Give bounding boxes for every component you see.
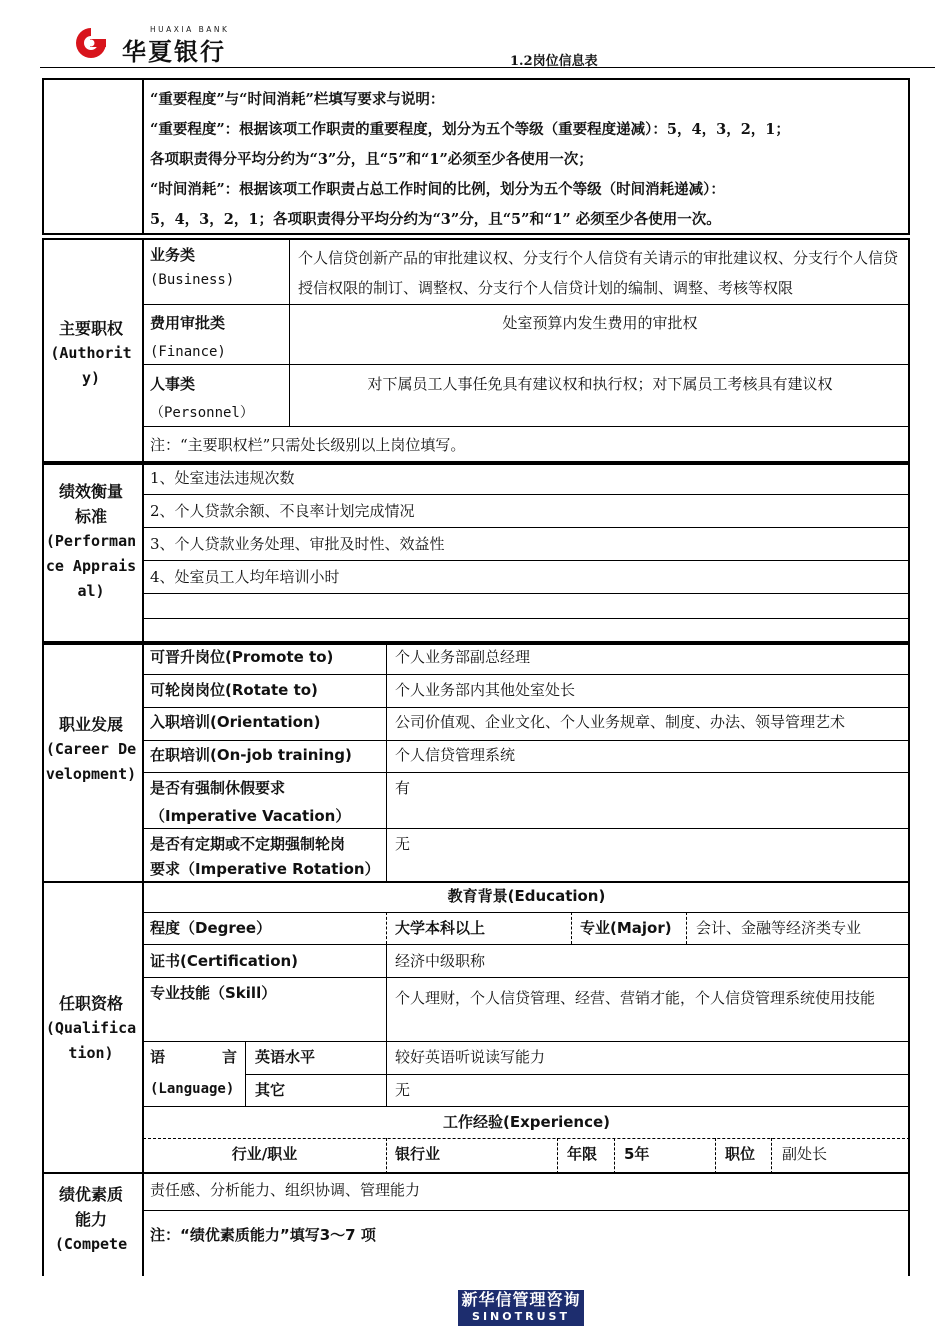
experience-col-dash <box>614 1138 615 1174</box>
career-row-line <box>143 772 910 773</box>
qualification-heading <box>44 991 138 1066</box>
authority-head-divider <box>142 238 144 463</box>
degree-value: 大学本科以上 <box>395 919 486 937</box>
qualification-row-line <box>143 944 910 945</box>
competency-heading-cn: 绩优素质能力 <box>58 1185 123 1229</box>
degree-col-dash <box>386 912 387 944</box>
language-label-b: 言 <box>222 1048 238 1066</box>
career-row-line <box>143 707 910 708</box>
authority-row-line <box>143 364 910 365</box>
position-value: 副处长 <box>782 1145 828 1163</box>
personnel-label-en: （Personnel） <box>150 405 254 421</box>
cert-value: 经济中级职称 <box>395 952 486 970</box>
document-title: 1.2岗位信息表 <box>510 54 598 69</box>
industry-label: 行业/职业 <box>231 1145 298 1163</box>
vacation-label-en: （Imperative Vacation） <box>150 807 351 825</box>
intro-line-2: “重要程度”：根据该项工作职责的重要程度，划分为五个等级（重要程度递减）：5，4，3，2，1； <box>150 121 790 138</box>
authority-heading-cn: 主要职权 <box>58 319 123 338</box>
rotation-label-cn: 是否有定期或不定期强制轮岗 <box>150 835 346 853</box>
competency-value: 责任感、分析能力、组织协调、管理能力 <box>150 1181 421 1199</box>
promote-label: 可晋升岗位(Promote to) <box>150 648 334 666</box>
language-col-divider <box>245 1041 246 1106</box>
language-label-en: (Language) <box>150 1081 235 1097</box>
language-label-a: 语 <box>150 1048 166 1066</box>
finance-value: 处室预算内发生费用的审批权 <box>502 314 698 332</box>
career-heading-en: (Career Development) <box>45 740 137 783</box>
performance-item: 1、处室违法违规次数 <box>150 469 295 487</box>
years-label: 年限 <box>567 1145 598 1163</box>
degree-col-dash <box>686 912 687 944</box>
rotation-label-en: 要求（Imperative Rotation） <box>150 860 380 878</box>
other-value: 无 <box>395 1081 411 1099</box>
competency-heading <box>44 1182 138 1257</box>
industry-value: 银行业 <box>395 1145 441 1163</box>
finance-label-en: (Finance) <box>150 344 226 360</box>
business-label-cn: 业务类 <box>150 246 196 264</box>
orientation-value: 公司价值观、企业文化、个人业务规章、制度、办法、领导管理艺术 <box>395 713 846 731</box>
performance-heading-cn: 绩效衡量标准 <box>58 482 123 526</box>
intro-divider <box>142 78 144 235</box>
degree-label: 程度（Degree） <box>150 919 272 937</box>
skill-label: 专业技能（Skill） <box>150 984 277 1002</box>
header-divider <box>40 67 935 68</box>
authority-heading-en: (Authority) <box>50 344 132 387</box>
orientation-label: 入职培训(Orientation) <box>150 713 321 731</box>
promote-value: 个人业务部副总经理 <box>395 648 531 666</box>
career-row-line <box>143 828 910 829</box>
education-title: 教育背景(Education) <box>447 887 606 905</box>
personnel-label-cn: 人事类 <box>150 375 196 393</box>
qualification-row-line <box>143 1041 910 1042</box>
skill-value: 个人理财，个人信贷管理、经营、营销才能，个人信贷管理系统使用技能 <box>395 989 876 1007</box>
intro-line-1: “重要程度”与“时间消耗”栏填写要求与说明： <box>150 91 445 108</box>
position-label: 职位 <box>725 1145 756 1163</box>
experience-title: 工作经验(Experience) <box>443 1113 610 1131</box>
business-label-en: (Business) <box>150 272 235 288</box>
career-heading-cn: 职业发展 <box>58 715 123 734</box>
rotate-label: 可轮岗岗位(Rotate to) <box>150 681 318 699</box>
rotate-value: 个人业务部内其他处室处长 <box>395 681 576 699</box>
experience-col-dash <box>386 1138 387 1174</box>
sinotrust-logo <box>458 1290 584 1326</box>
qualification-row-line <box>143 977 910 978</box>
cert-label: 证书(Certification) <box>150 952 299 970</box>
performance-item: 3、个人贷款业务处理、审批及时性、效益性 <box>150 535 445 553</box>
huaxia-logo-icon <box>70 24 112 62</box>
authority-row-line <box>143 304 910 305</box>
finance-label-cn: 费用审批类 <box>150 314 226 332</box>
career-row-line <box>143 740 910 741</box>
experience-col-dash <box>771 1138 772 1174</box>
english-value: 较好英语听说读写能力 <box>395 1048 546 1066</box>
authority-heading <box>44 316 138 391</box>
competency-note: 注：“绩优素质能力”填写3～7 项 <box>150 1226 376 1244</box>
intro-line-5: 5，4，3，2，1；各项职责得分平均分约为“3”分，且“5”和“1” 必须至少各使用一次。 <box>150 211 721 228</box>
performance-row-line <box>143 527 910 528</box>
personnel-value: 对下属员工人事任免具有建议权和执行权；对下属员工考核具有建议权 <box>367 375 833 393</box>
performance-item: 2、个人贷款余额、不良率计划完成情况 <box>150 502 415 520</box>
qualification-row-line <box>143 1106 910 1107</box>
intro-line-4: “时间消耗”：根据该项工作职责占总工作时间的比例，划分为五个等级（时间消耗递减）： <box>150 181 725 198</box>
performance-row-line <box>143 593 910 594</box>
competency-heading-en: (Compete <box>54 1235 128 1253</box>
performance-heading <box>44 479 138 604</box>
career-heading <box>44 712 138 787</box>
experience-col-dash <box>715 1138 716 1174</box>
intro-line-3: 各项职责得分平均分约为“3”分，且“5”和“1”必须至少各使用一次； <box>150 151 593 168</box>
qualification-row-line <box>245 1074 910 1075</box>
years-value: 5年 <box>624 1145 650 1163</box>
english-label: 英语水平 <box>255 1048 316 1066</box>
experience-col-dash <box>557 1138 558 1174</box>
qualification-row-line <box>143 912 910 913</box>
bank-name-en: HUAXIA BANK <box>150 25 230 34</box>
onjob-value: 个人信贷管理系统 <box>395 746 516 764</box>
other-label: 其它 <box>255 1081 286 1099</box>
onjob-label: 在职培训(On-job training) <box>150 746 352 764</box>
performance-item: 4、处室员工人均年培训小时 <box>150 568 340 586</box>
sinotrust-logo-cn: 新华信管理咨询 <box>461 1290 581 1309</box>
authority-note: 注：“主要职权栏”只需处长级别以上岗位填写。 <box>150 436 466 454</box>
rotation-value: 无 <box>395 835 411 853</box>
major-label: 专业(Major) <box>580 919 672 937</box>
qualification-heading-cn: 任职资格 <box>58 994 123 1013</box>
business-value: 个人信贷创新产品的审批建议权、分支行个人信贷有关请示的审批建议权、分支行个人信贷授信权限的制订、调整权、分支行个人信贷计划的编制、调整、考核等权限 <box>298 249 899 297</box>
vacation-value: 有 <box>395 779 411 797</box>
degree-col-dash <box>571 912 572 944</box>
competency-row-line <box>143 1210 910 1211</box>
performance-row-line <box>143 494 910 495</box>
experience-dash-line <box>143 1138 910 1139</box>
qualification-heading-en: (Qualification) <box>45 1019 137 1062</box>
bank-name-cn: 华夏银行 <box>122 38 226 66</box>
sinotrust-logo-en: SINOTRUST <box>472 1310 570 1323</box>
qualification-col-divider <box>386 944 387 1106</box>
career-col-divider <box>386 643 387 883</box>
authority-row-line <box>143 426 910 427</box>
competency-head-divider <box>142 1172 144 1276</box>
performance-heading-en: (Performance Appraisal) <box>45 532 137 600</box>
performance-row-line <box>143 560 910 561</box>
performance-row-line <box>143 618 910 619</box>
performance-head-divider <box>142 463 144 643</box>
major-value: 会计、金融等经济类专业 <box>696 919 862 937</box>
career-row-line <box>143 674 910 675</box>
vacation-label-cn: 是否有强制休假要求 <box>150 779 286 797</box>
career-head-divider <box>142 643 144 883</box>
